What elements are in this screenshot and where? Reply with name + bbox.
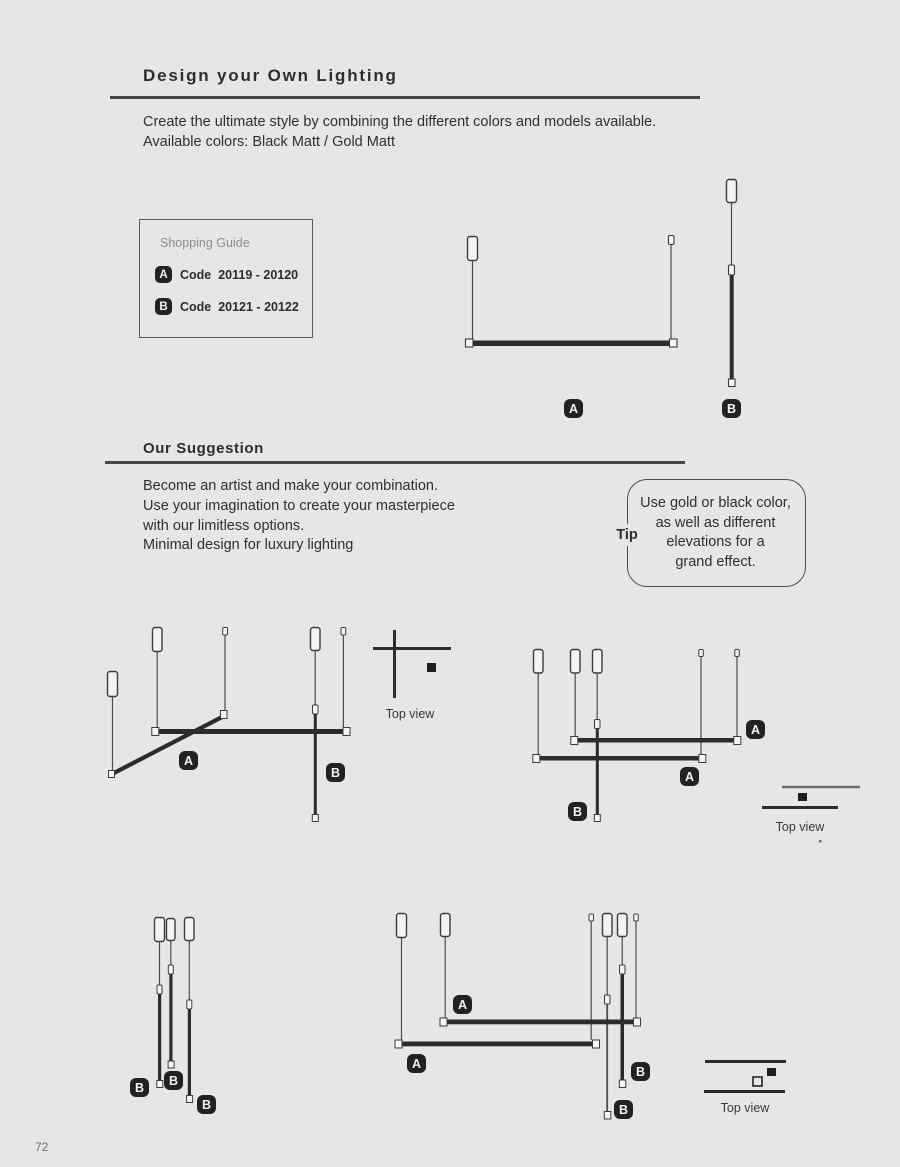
combo-2-drawing [533,650,741,822]
tip-line-2: as well as different [655,514,776,531]
badge-b: B [614,1100,633,1119]
badge-b: B [164,1071,183,1090]
fixture-b-drawing [727,180,737,387]
top-view-label-2: Top view [775,820,825,834]
top-view-label-3: Top view [720,1101,770,1115]
fixture-a-drawing [466,236,678,348]
suggestion-title: Our Suggestion [143,440,264,457]
badge-a: A [155,266,172,283]
page-number: 72 [35,1140,49,1154]
badge-a: A [407,1054,426,1073]
suggestion-line-4: Minimal design for luxury lighting [143,537,354,554]
badge-b: B [197,1095,216,1114]
badge-a: A [179,751,198,770]
tip-line-3: elevations for a [666,534,765,550]
combo-4-drawing [395,914,641,1120]
top-view-2-drawing [762,787,860,843]
badge-a: A [680,767,699,786]
badge-b: B [631,1062,650,1081]
tip-line-1: Use gold or black color, [640,495,791,511]
badge-b: B [130,1078,149,1097]
top-view-label-1: Top view [385,707,435,721]
badge-b: B [326,763,345,782]
badge-b: B [155,298,172,315]
suggestion-line-3: with our limitless options. [143,517,305,534]
top-view-3-drawing [704,1062,786,1092]
shopping-guide-title: Shopping Guide [160,236,250,250]
badge-a: A [564,399,583,418]
suggestion-line-1: Become an artist and make your combination. [143,478,438,494]
suggestion-line-2: Use your imagination to create your masterpiece [143,497,455,514]
tip-line-4: grand effect. [675,553,756,570]
badge-b: B [568,802,587,821]
page-title: Design your Own Lighting [143,66,398,85]
badge-a: A [746,720,765,739]
badge-a: A [453,995,472,1014]
code-a: Code 20119 - 20120 [180,267,299,282]
tip-label: Tip [610,524,644,546]
combo-1-drawing [108,628,351,822]
badge-b: B [722,399,741,418]
intro-line-1: Create the ultimate style by combining the different colors and models available. [143,114,657,130]
code-b: Code 20121 - 20122 [180,299,299,314]
intro-line-2: Available colors: Black Matt / Gold Matt [143,134,395,150]
top-view-1-drawing [373,630,451,698]
